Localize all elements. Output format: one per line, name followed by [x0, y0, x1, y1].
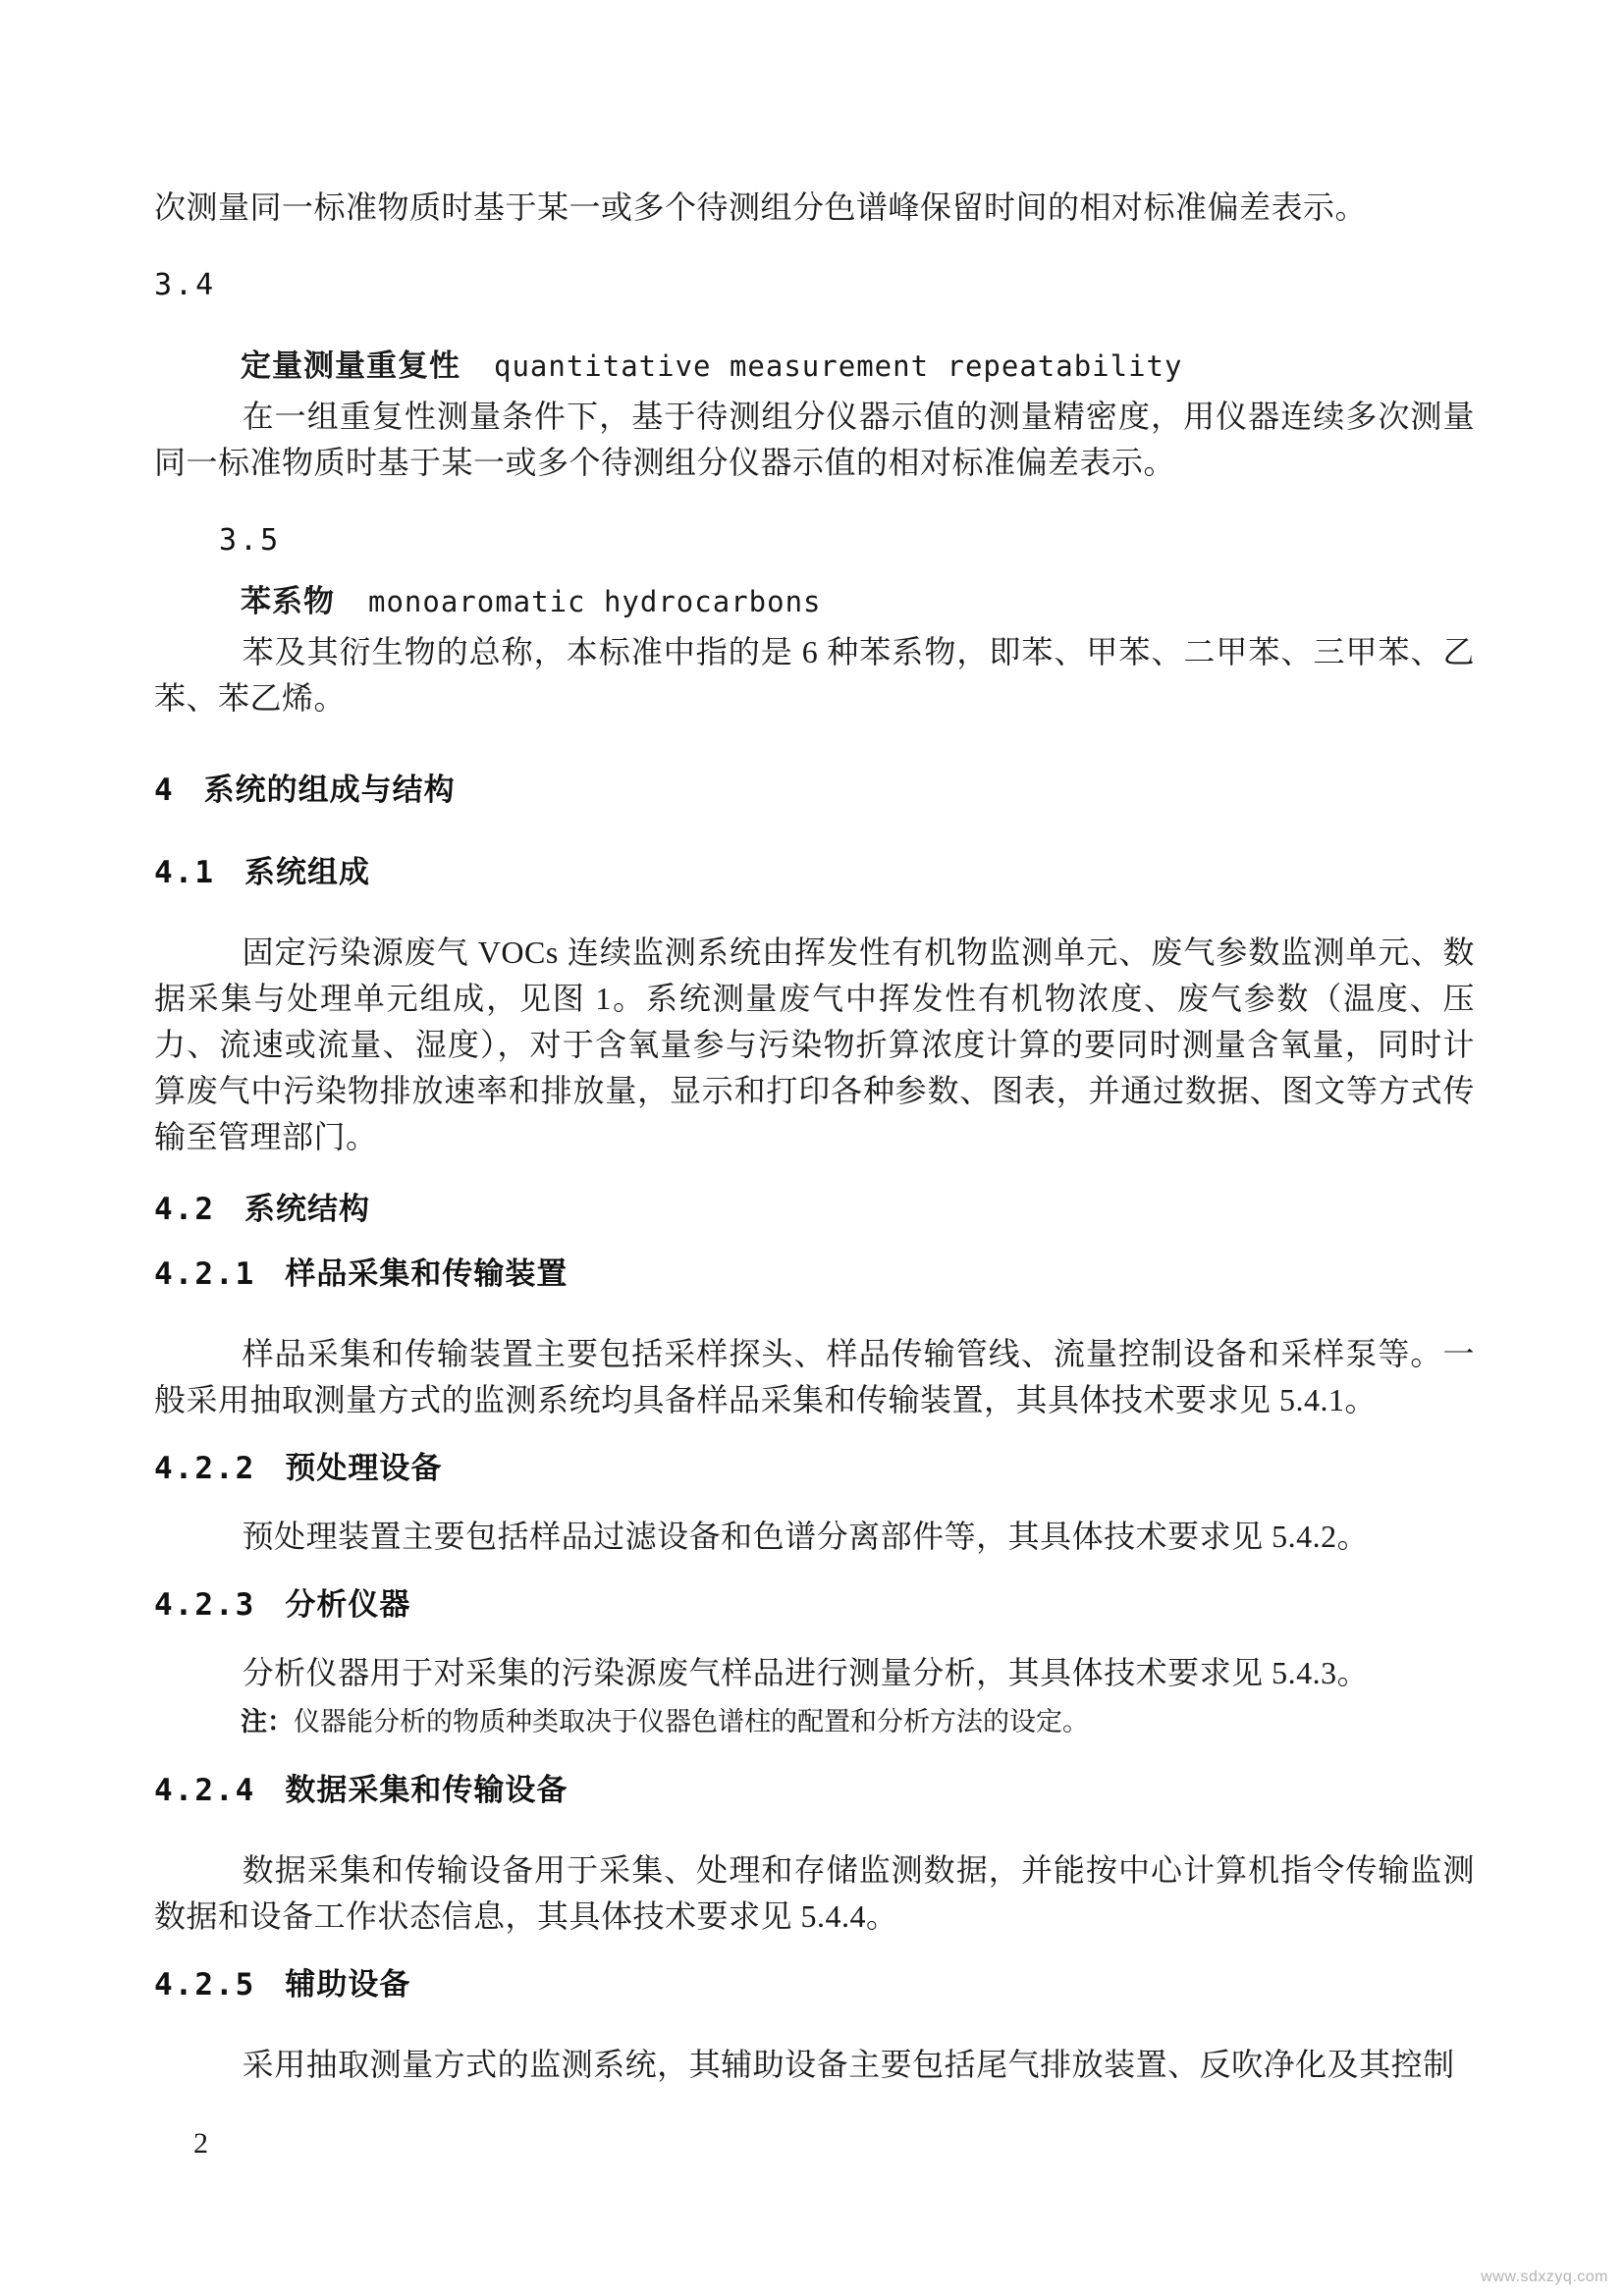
- paragraph-4-2-1: 样品采集和传输装置主要包括采样探头、样品传输管线、流量控制设备和采样泵等。一般采用抽取测量方式的监测系统均具备样品采集和传输装置，其具体技术要求见 5.4.1。: [154, 1336, 1475, 1417]
- heading-number: 4: [154, 773, 175, 808]
- heading-number: 4.2: [154, 1192, 215, 1227]
- term-chinese: 苯系物: [241, 584, 335, 618]
- heading-number: 4.2.1: [154, 1256, 256, 1292]
- heading-4-2: [154, 1190, 1475, 1229]
- heading-title: 系统结构: [244, 1192, 370, 1226]
- paragraph-4-1: 固定污染源废气 VOCs 连续监测系统由挥发性有机物监测单元、废气参数监测单元、数据采集与处理单元组成，见图 1。系统测量废气中挥发性有机物浓度、废气参数（温度、压力、流速或流量、湿度），对于含氧量参与污染物折算浓度计算的要同时测量含氧量，同时计算废气中污染物排放速率和排放量，显示和打印各种参数、图表，并通过数据、图文等方式传输至管理部门。: [154, 934, 1475, 1154]
- term-english: monoaromatic hydrocarbons: [368, 585, 822, 618]
- heading-title: 预处理设备: [285, 1451, 443, 1485]
- heading-title: 系统的组成与结构: [203, 773, 456, 807]
- heading-4-2-4: [154, 1771, 1475, 1810]
- paragraph-3-5: 苯及其衍生物的总称，本标准中指的是 6 种苯系物，即苯、甲苯、二甲苯、三甲苯、乙苯、苯乙烯。: [154, 634, 1475, 716]
- heading-number: 4.1: [154, 855, 215, 890]
- heading-4-2-5: [154, 1965, 1475, 2004]
- clause-number-3-4: 3.4: [154, 268, 217, 302]
- heading-4-1: [154, 853, 1475, 892]
- clause-number-3-5: 3.5: [219, 523, 282, 558]
- term-chinese: 定量测量重复性: [241, 348, 460, 383]
- heading-4-2-1: [154, 1255, 1475, 1294]
- note-4-2-3: [154, 1702, 1475, 1741]
- paragraph-3-4: 在一组重复性测量条件下，基于待测组分仪器示值的测量精密度，用仪器连续多次测量同一标准物质时基于某一或多个待测组分仪器示值的相对标准偏差表示。: [154, 399, 1475, 480]
- watermark: www.sdxzyq.com: [1481, 2269, 1608, 2285]
- heading-title: 数据采集和传输设备: [285, 1773, 568, 1807]
- paragraph-continuation: 次测量同一标准物质时基于某一或多个待测组分色谱峰保留时间的相对标准偏差表示。: [154, 189, 1368, 225]
- heading-number: 4.2.4: [154, 1773, 256, 1808]
- paragraph-4-2-4: 数据采集和传输设备用于采集、处理和存储监测数据，并能按中心计算机指令传输监测数据和设备工作状态信息，其具体技术要求见 5.4.4。: [154, 1852, 1475, 1934]
- heading-title: 分析仪器: [285, 1587, 411, 1622]
- paragraph-4-2-3: 分析仪器用于对采集的污染源废气样品进行测量分析，其具体技术要求见 5.4.3。: [242, 1655, 1370, 1690]
- heading-title: 系统组成: [244, 855, 370, 889]
- term-english: quantitative measurement repeatability: [494, 349, 1183, 383]
- heading-4: [154, 771, 1475, 810]
- paragraph-4-2-2: 预处理装置主要包括样品过滤设备和色谱分离部件等，其具体技术要求见 5.4.2。: [242, 1519, 1370, 1554]
- heading-4-2-2: [154, 1449, 1475, 1488]
- heading-number: 4.2.5: [154, 1967, 256, 2002]
- heading-title: 样品采集和传输装置: [285, 1256, 568, 1291]
- note-label: 注：: [241, 1707, 294, 1736]
- heading-title: 辅助设备: [285, 1967, 411, 2002]
- paragraph-4-2-5: 采用抽取测量方式的监测系统，其辅助设备主要包括尾气排放装置、反吹净化及其控制: [242, 2047, 1455, 2082]
- heading-number: 4.2.2: [154, 1451, 256, 1486]
- page-number: 2: [193, 2127, 208, 2160]
- heading-4-2-3: [154, 1585, 1475, 1625]
- term-definition-3-4: [154, 347, 1475, 386]
- note-text: 仪器能分析的物质种类取决于仪器色谱柱的配置和分析方法的设定。: [294, 1707, 1089, 1736]
- heading-number: 4.2.3: [154, 1587, 256, 1623]
- term-definition-3-5: [154, 582, 1475, 621]
